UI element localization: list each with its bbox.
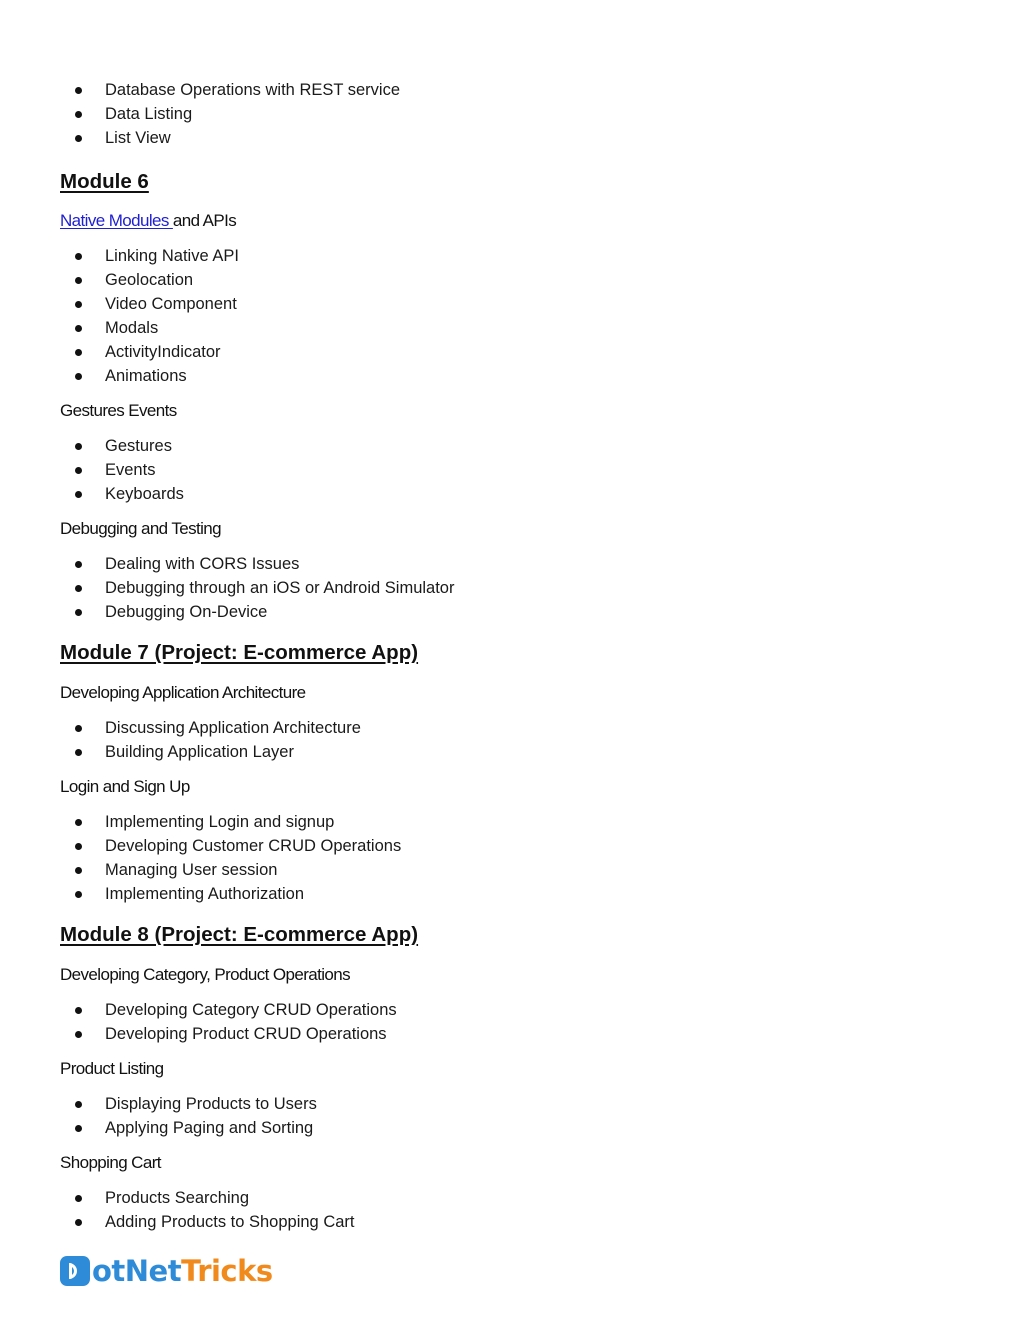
list-item: Linking Native API [60,244,960,268]
module-6-title: Module 6 [60,170,149,193]
dotnettricks-logo [60,1253,273,1289]
list-item: Applying Paging and Sorting [60,1116,960,1140]
list-item: Displaying Products to Users [60,1092,960,1116]
bullet-icon [75,443,82,450]
bullet-icon [75,253,82,260]
module-7-title: Module 7 (Project: E-commerce App) [60,641,419,664]
bullet-icon [75,277,82,284]
list-item: Building Application Layer [60,740,960,764]
bullet-icon [75,819,82,826]
application-architecture-heading: Developing Application Architecture [60,683,306,702]
bullet-icon [75,867,82,874]
bullet-icon [75,111,82,118]
list-item: Animations [60,364,960,388]
list-item: Discussing Application Architecture [60,716,960,740]
debugging-testing-list [60,552,960,624]
bullet-icon [75,1195,82,1202]
top-list [60,78,960,150]
native-modules-heading [60,209,960,233]
list-item: Database Operations with REST service [60,78,960,102]
bullet-icon [75,1031,82,1038]
list-item: Debugging On-Device [60,600,960,624]
bullet-icon [75,87,82,94]
list-item: Adding Products to Shopping Cart [60,1210,960,1234]
logo-d-icon [60,1256,90,1286]
bullet-icon [75,609,82,616]
list-item: Debugging through an iOS or Android Simulator [60,576,960,600]
bullet-icon [75,373,82,380]
bullet-icon [75,467,82,474]
list-item: Developing Category CRUD Operations [60,998,960,1022]
bullet-icon [75,135,82,142]
list-item: List View [60,126,960,150]
module-8-title: Module 8 (Project: E-commerce App) [60,923,419,946]
list-item: Managing User session [60,858,960,882]
list-item: Events [60,458,960,482]
application-architecture-list [60,716,960,764]
bullet-icon [75,725,82,732]
list-item: Geolocation [60,268,960,292]
logo-text-dotnet: otNet [92,1254,182,1288]
list-item: Keyboards [60,482,960,506]
gestures-events-heading: Gestures Events [60,401,177,420]
bullet-icon [75,301,82,308]
list-item: Implementing Login and signup [60,810,960,834]
list-item: Video Component [60,292,960,316]
logo-text-tricks: Tricks [181,1254,273,1288]
bullet-icon [75,843,82,850]
bullet-icon [75,891,82,898]
bullet-icon [75,561,82,568]
bullet-icon [75,1219,82,1226]
bullet-icon [75,749,82,756]
shopping-cart-heading: Shopping Cart [60,1153,161,1172]
bullet-icon [75,491,82,498]
category-product-list [60,998,960,1046]
shopping-cart-list [60,1186,960,1234]
list-item: Products Searching [60,1186,960,1210]
bullet-icon [75,349,82,356]
list-item: Dealing with CORS Issues [60,552,960,576]
native-modules-heading-rest: and APIs [172,211,237,230]
list-item: Data Listing [60,102,960,126]
product-listing-list [60,1092,960,1140]
list-item: Modals [60,316,960,340]
list-item: Implementing Authorization [60,882,960,906]
list-item: Developing Customer CRUD Operations [60,834,960,858]
bullet-icon [75,1007,82,1014]
bullet-icon [75,325,82,332]
bullet-icon [75,585,82,592]
debugging-testing-heading: Debugging and Testing [60,519,222,538]
product-listing-heading: Product Listing [60,1059,164,1078]
list-item: ActivityIndicator [60,340,960,364]
gestures-events-list [60,434,960,506]
login-signup-heading: Login and Sign Up [60,777,190,796]
bullet-icon [75,1101,82,1108]
list-item: Gestures [60,434,960,458]
category-product-heading: Developing Category, Product Operations [60,965,351,984]
native-modules-link[interactable]: Native Modules [60,211,173,230]
login-signup-list [60,810,960,906]
document-page [60,78,960,1234]
bullet-icon [75,1125,82,1132]
native-modules-list [60,244,960,388]
list-item: Developing Product CRUD Operations [60,1022,960,1046]
